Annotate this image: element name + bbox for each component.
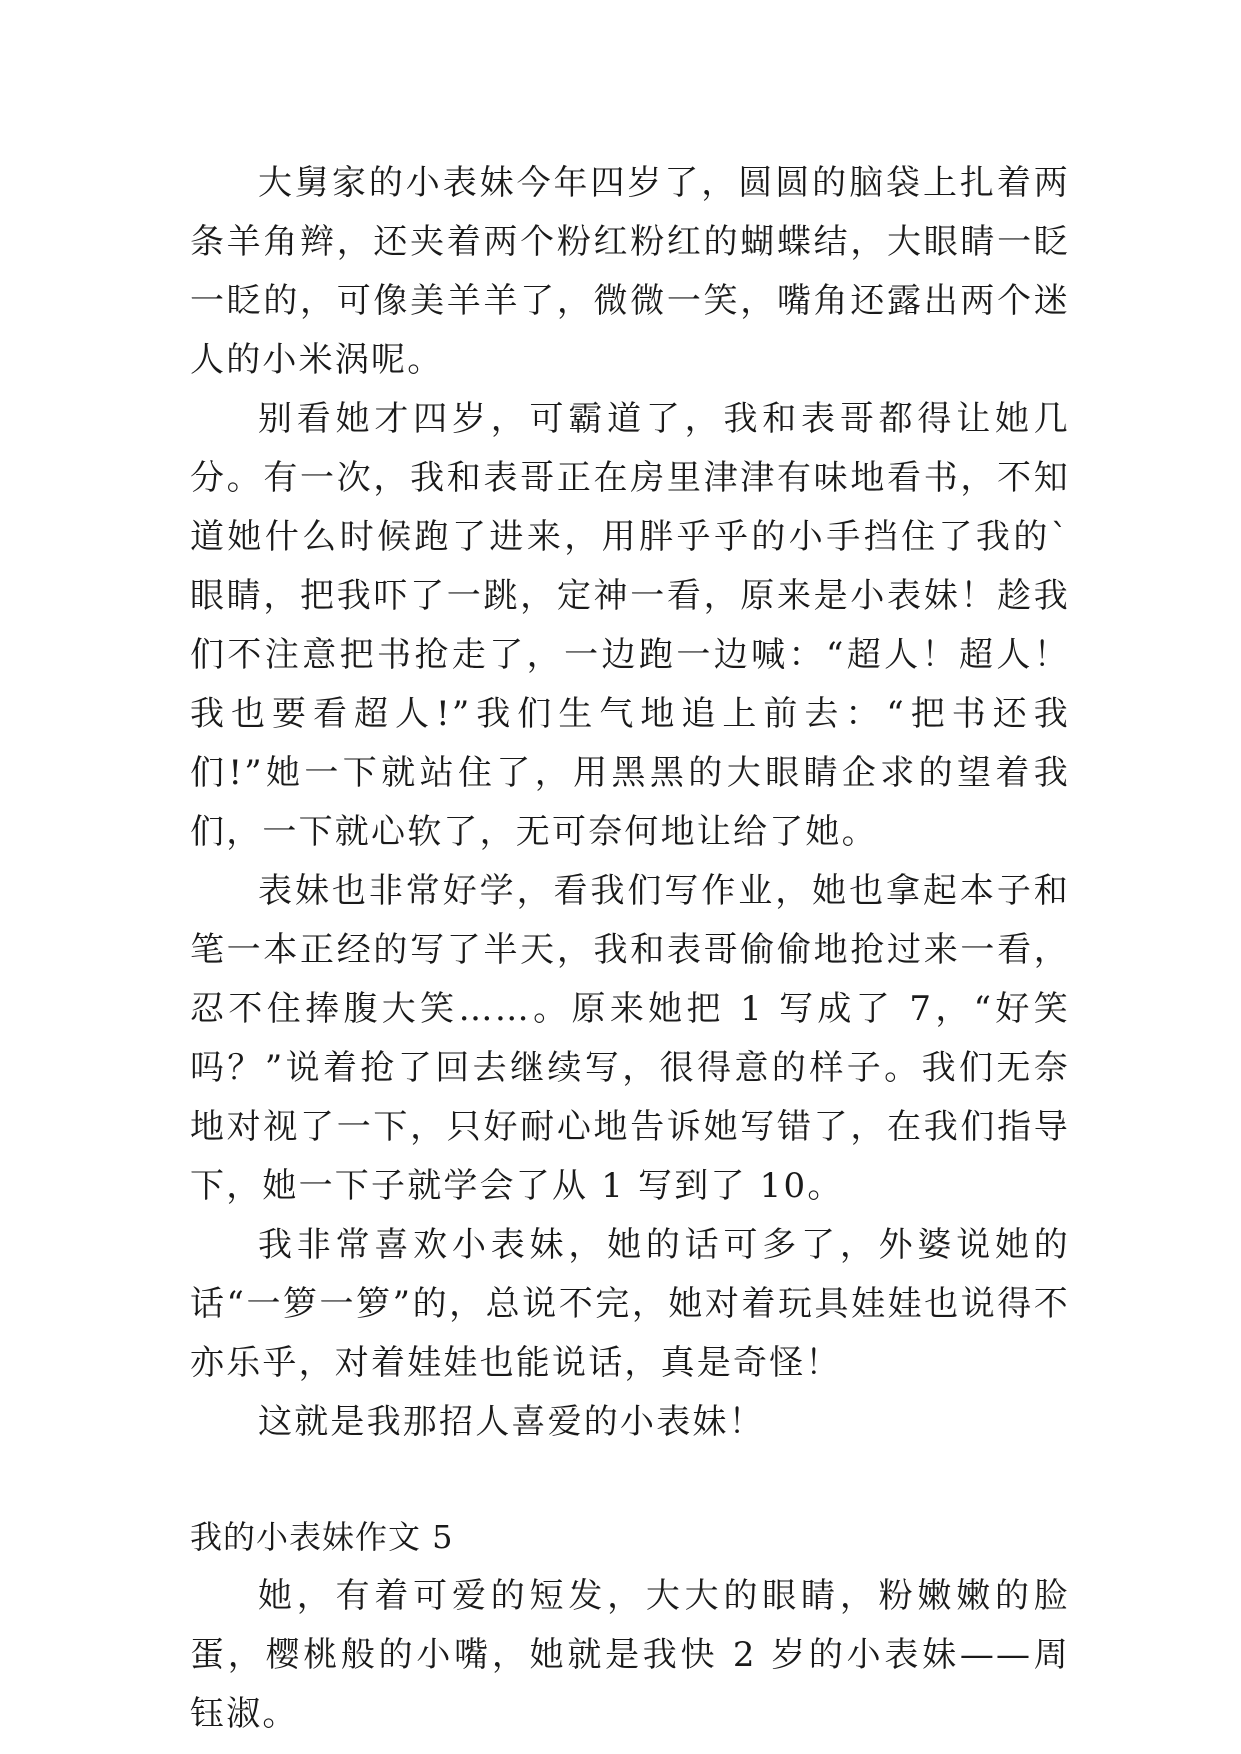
paragraph-talkative: 我非常喜欢小表妹，她的话可多了，外婆说她的话“一箩一箩”的，总说不完，她对着玩具娃娃也说得不亦乐乎，对着娃娃也能说话，真是奇怪！: [190, 1225, 1070, 1383]
paragraph-bossy-story: 别看她才四岁，可霸道了，我和表哥都得让她几分。有一次，我和表哥正在房里津津有味地看书，不知道她什么时候跑了进来，用胖乎乎的小手挡住了我的`眼睛，把我吓了一跳，定神一看，原来是小表妹！趁我们不注意把书抢走了，一边跑一边喊：“超人！超人！我也要看超人!”我们生气地追上前去：“把书还我们!”她一下就站住了，用黑黑的大眼睛企求的望着我们，一下就心软了，无可奈何地让给了她。: [190, 399, 1070, 852]
paragraph-studious: 表妹也非常好学，看我们写作业，她也拿起本子和笔一本正经的写了半天，我和表哥偷偷地抢过来一看，忍不住捧腹大笑……。原来她把 1 写成了 7，“好笑吗？”说着抢了回去继续写，很得意的样子。我们无奈地对视了一下，只好耐心地告诉她写错了，在我们指导下，她一下子就学会了从 1 写到了 10。: [190, 871, 1070, 1206]
paragraph-intro-essay-5: 她，有着可爱的短发，大大的眼睛，粉嫩嫩的脸蛋，樱桃般的小嘴，她就是我快 2 岁的小表妹——周钰淑。: [190, 1576, 1070, 1734]
document-body: [190, 154, 1070, 1744]
essay-heading: 我的小表妹作文 5: [190, 1518, 454, 1556]
paragraph-conclusion: 这就是我那招人喜爱的小表妹！: [258, 1402, 765, 1442]
paragraph-appearance: 大舅家的小表妹今年四岁了，圆圆的脑袋上扎着两条羊角辫，还夹着两个粉红粉红的蝴蝶结，大眼睛一眨一眨的，可像美羊羊了，微微一笑，嘴角还露出两个迷人的小米涡呢。: [190, 163, 1070, 380]
